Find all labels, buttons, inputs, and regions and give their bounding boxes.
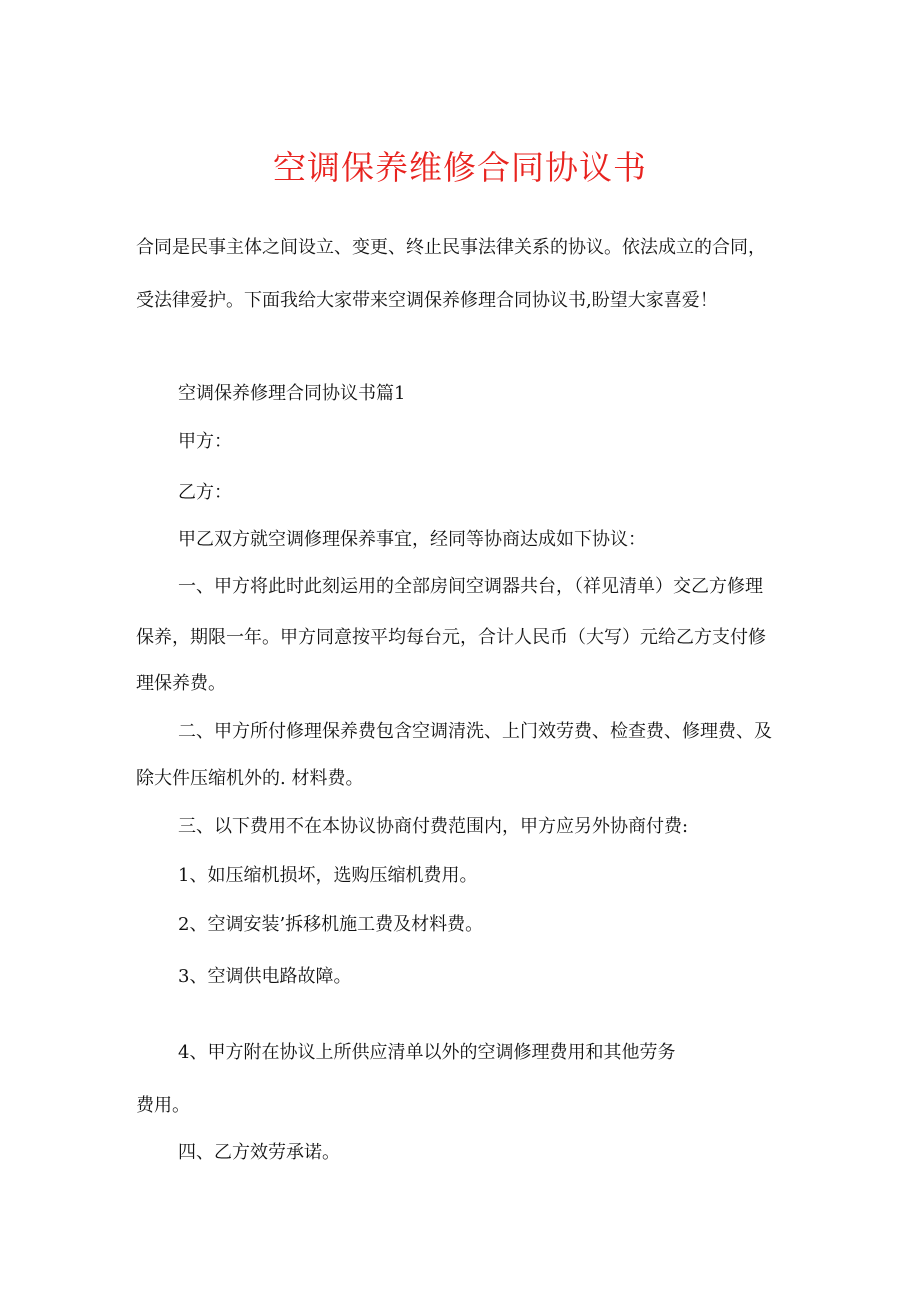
list-item-2: 2、空调安装’拆移机施工费及材料费。: [178, 914, 484, 935]
clause-1-line-3: 理保养费。: [136, 673, 226, 694]
section-heading: 空调保养修理合同协议书篇1: [178, 383, 406, 404]
party-b-label: 乙方：: [178, 482, 232, 503]
clause-1-line-1: 一、甲方将此时此刻运用的全部房间空调器共台，（祥见清单）交乙方修理: [178, 576, 763, 597]
clause-4: 四、乙方效劳承诺。: [178, 1142, 340, 1163]
list-item-3: 3、空调供电路故障。: [178, 966, 352, 987]
clause-3: 三、以下费用不在本协议协商付费范围内，甲方应另外协商付费:: [178, 816, 689, 837]
clause-1-line-2: 保养，期限一年。甲方同意按平均每台元，合计人民币（大写）元给乙方支付修: [136, 627, 766, 648]
list-item-4-line-1: 4、甲方附在协议上所供应清单以外的空调修理费用和其他劳务: [178, 1042, 676, 1063]
clause-2-line-1: 二、甲方所付修理保养费包含空调清洗、上门效劳费、检查费、修理费、及: [178, 721, 772, 742]
intro-line-1: 合同是民事主体之间设立、变更、终止民事法律关系的协议。依法成立的合同，: [136, 237, 766, 258]
document-title: 空调保养维修合同协议书: [273, 148, 647, 187]
clause-2-line-2: 除大件压缩机外的. 材料费。: [136, 768, 364, 789]
intro-line-2: 受法律爱护。下面我给大家带来空调保养修理合同协议书,盼望大家喜爱！: [136, 290, 718, 311]
list-item-1: 1、如压缩机损坏，选购压缩机费用。: [178, 865, 478, 886]
list-item-4-line-2: 费用。: [136, 1095, 190, 1116]
agreement-intro: 甲乙双方就空调修理保养事宜，经同等协商达成如下协议：: [178, 529, 646, 550]
party-a-label: 甲方：: [178, 431, 232, 452]
